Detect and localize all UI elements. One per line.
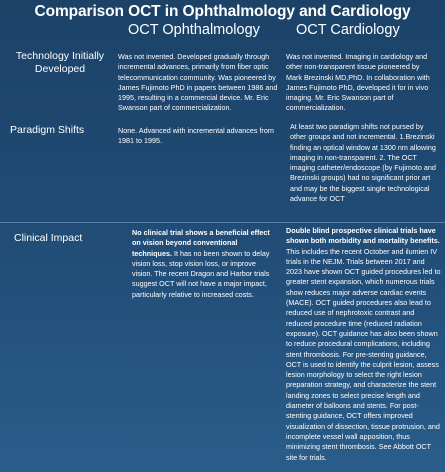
cell-paradigm-ophthalmology: None. Advanced with incremental advances from 1981 to 1995. [118, 126, 274, 146]
row-label-paradigm-shifts: Paradigm Shifts [10, 124, 85, 136]
column-header-ophthalmology: OCT Ophthalmology [128, 22, 260, 38]
impact-cardiology-body: This includes the recent October and ilumien IV trials in the NEJM. Trials between 2017 and 2023 have shown OCT guided procedures led to greater stent expansion, which numerous trials show reduces major adverse cardiac events (MACE). OCT guided procedures also lead to reduced use of nephrotoxic contrast and reduced procedure time (reduced radiation exposure). OCT guidance has also been shown to reduce procedural complications, including stent thrombosis. For pre-stenting guidance, OCT is used to identify the culprit lesion, assess lesion morphology to select the right lesion preparation strategy, and characterize the stent landing zones to select precise length and diameter of balloons and stents. For post-stenting guidance, OCT offers improved visualization of dissection, tissue protrusion, and incomplete vessel wall apposition, thus minimizing stent thrombosis. See Abbott OCT site for trials. [286, 246, 441, 462]
impact-cardiology-lead: Double blind prospective clinical trials have shown both morbidity and mortality benefits. [286, 226, 440, 246]
section-divider [0, 222, 445, 223]
slide-title: Comparison OCT in Ophthalmology and Cardiology [34, 3, 411, 20]
cell-technology-ophthalmology: Was not invented. Developed gradually through incremental advances, primarily from fiber optic telecommunication community. Was pioneered by James Fujimoto PhD in papers between 1986 and 1995, resulting in a commercial device. Mr. Eric Swanson part of commercialization. [118, 52, 278, 113]
cell-technology-cardiology: Was not invented. Imaging in cardiology and other non-transparent tissue pioneered by Mark Brezinski MD,PhD. In collaboration with James Fujimoto PhD, developed it for in vivo imaging. Mr. Eric Swanson part of commercialization. [286, 52, 430, 113]
column-header-cardiology: OCT Cardiology [296, 22, 400, 38]
cell-paradigm-cardiology: At least two paradigm shifts not pursed by other groups and not incremental. 1.Brezinski finding an optical window at 1300 nm allowing imaging in non-transparent. 2. The OCT imaging catheter/endoscope (by Fujimoto and Brezinski groups) had no significant prior art and may be the biggest single technological advance for OCT [290, 122, 436, 204]
cell-impact-cardiology [286, 226, 441, 463]
impact-ophthalmology-lead: No clinical trial shows a beneficial effect on vision beyond conventional techniques. [132, 228, 270, 258]
row-label-technology: Technology Initially Developed [15, 50, 105, 75]
cell-impact-ophthalmology [132, 228, 277, 300]
impact-ophthalmology-body: It has no been shown to delay vision loss, stop vision loss, or improve vision. The recent Dragon and Harbor trials suggest OCT will not have a major impact, particularly relative to increased costs. [132, 248, 270, 299]
row-label-clinical-impact: Clinical Impact [14, 232, 83, 244]
